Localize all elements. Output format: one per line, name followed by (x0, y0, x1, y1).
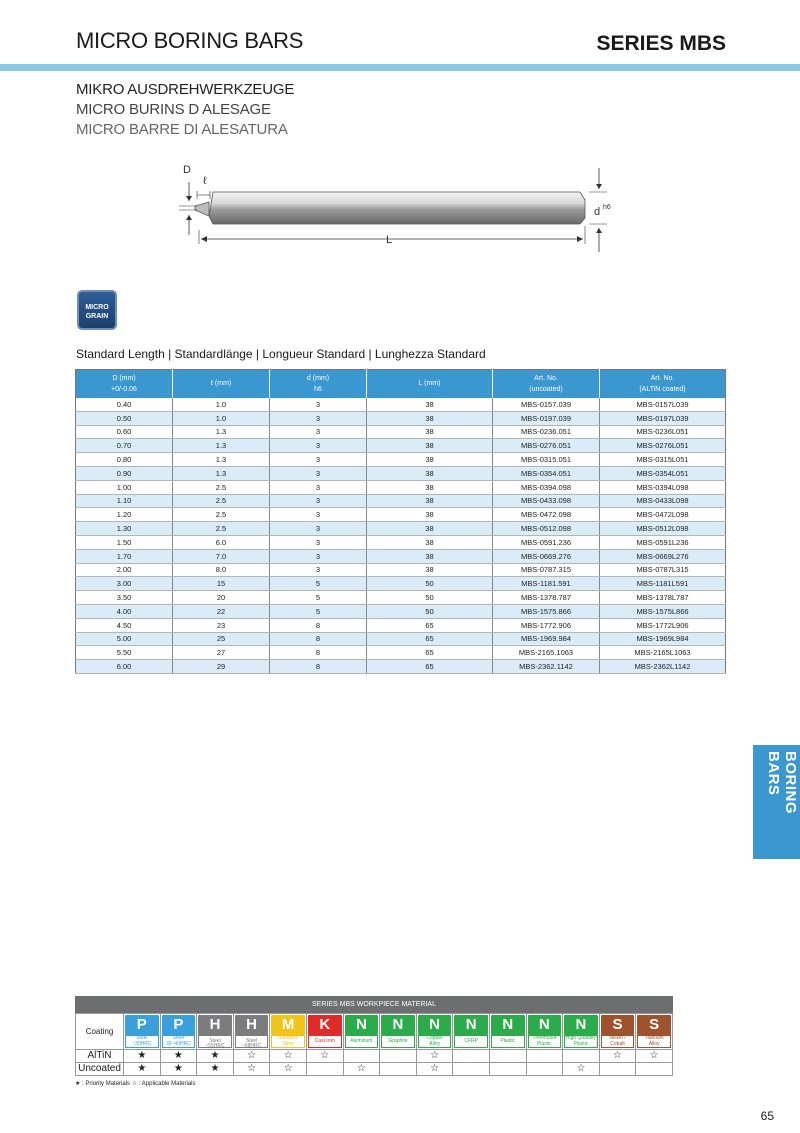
material-box (637, 1015, 671, 1048)
cell-art-uncoated: MBS-1969.984 (493, 632, 600, 646)
cell-L: 65 (367, 660, 493, 674)
cell-d: 3 (270, 535, 367, 549)
cell-L: 50 (367, 591, 493, 605)
material-name (235, 1032, 269, 1050)
material-box (235, 1015, 269, 1048)
material-name-line1: High Quantity (565, 1035, 597, 1041)
material-box (564, 1015, 598, 1048)
cell-d: 3 (270, 480, 367, 494)
rating-legend: ★ : Priority Materials ☆ : Applicable Materials (75, 1081, 196, 1087)
cell-L: 50 (367, 577, 493, 591)
cell-art-altin: MBS-1378L787 (600, 591, 726, 605)
table-header-row (76, 370, 726, 398)
material-cell (453, 1014, 490, 1050)
cell-art-uncoated: MBS-0157.039 (493, 398, 600, 412)
material-letter: S (637, 1015, 671, 1035)
material-name-line1: Nickel / (609, 1035, 626, 1041)
header-cell-art-uncoated: Art. No. (uncoated) (493, 370, 600, 398)
cell-art-uncoated: MBS-0315.051 (493, 453, 600, 467)
material-box (418, 1015, 452, 1048)
material-cell (526, 1014, 563, 1050)
cell-l: 1.3 (173, 439, 270, 453)
cell-art-altin: MBS-0236L051 (600, 425, 726, 439)
table-row (76, 646, 726, 660)
cell-l: 1.0 (173, 398, 270, 412)
material-name-line2: Alloy (648, 1040, 660, 1047)
material-cell (233, 1014, 270, 1050)
material-box (381, 1015, 415, 1048)
material-name-line1: Stainless (278, 1035, 299, 1041)
material-box (162, 1015, 196, 1048)
material-cell (270, 1014, 307, 1050)
workpiece-table (75, 1013, 673, 1076)
grain-line-2: GRAIN (85, 313, 109, 320)
material-cell (563, 1014, 600, 1050)
table-row (76, 480, 726, 494)
material-letter: M (271, 1015, 305, 1035)
page-number: 65 (760, 1109, 774, 1123)
uncoated-rating (526, 1063, 563, 1076)
grain-line-1: MICRO (85, 304, 109, 311)
multilingual-subtitles (76, 80, 294, 140)
cell-d: 3 (270, 453, 367, 467)
cell-L: 38 (367, 535, 493, 549)
cell-art-altin: MBS-0197L039 (600, 411, 726, 425)
cell-art-uncoated: MBS-0669.276 (493, 549, 600, 563)
material-letter: N (418, 1015, 452, 1035)
material-letter: N (528, 1015, 562, 1035)
table-row (76, 660, 726, 674)
material-box (491, 1015, 525, 1048)
altin-rating: ☆ (233, 1050, 270, 1063)
material-cell (489, 1014, 526, 1050)
micro-grain-badge (77, 290, 117, 330)
cell-D: 0.50 (76, 411, 173, 425)
cell-l: 2.5 (173, 480, 270, 494)
altin-row (76, 1050, 673, 1063)
cell-l: 23 (173, 618, 270, 632)
table-row (76, 439, 726, 453)
material-name (345, 1035, 379, 1048)
material-name (601, 1035, 635, 1048)
uncoated-rating (636, 1063, 673, 1076)
material-name-line1: Titanium (644, 1035, 664, 1041)
cell-art-altin: MBS-0512L098 (600, 522, 726, 536)
altin-rating (380, 1050, 417, 1063)
table-body (76, 398, 726, 674)
altin-rating (489, 1050, 526, 1063)
material-name (162, 1035, 196, 1048)
material-cell (599, 1014, 636, 1050)
altin-rating (453, 1050, 490, 1063)
altin-rating: ☆ (416, 1050, 453, 1063)
material-cell (380, 1014, 417, 1050)
material-name-line1: Hardened Steel (240, 1032, 263, 1044)
cell-art-uncoated: MBS-0354.051 (493, 466, 600, 480)
cell-D: 5.50 (76, 646, 173, 660)
cell-l: 20 (173, 591, 270, 605)
table-row (76, 398, 726, 412)
uncoated-rating (489, 1063, 526, 1076)
altin-rating: ★ (197, 1050, 234, 1063)
cell-l: 22 (173, 604, 270, 618)
cell-D: 0.70 (76, 439, 173, 453)
altin-rating (526, 1050, 563, 1063)
table-row (76, 549, 726, 563)
subtitle-french: MICRO BURINS D ALESAGE (76, 101, 271, 118)
cell-l: 2.5 (173, 494, 270, 508)
cell-art-altin: MBS-0315L051 (600, 453, 726, 467)
cell-l: 7.0 (173, 549, 270, 563)
table-row (76, 508, 726, 522)
cell-D: 6.00 (76, 660, 173, 674)
cell-art-altin: MBS-0669L276 (600, 549, 726, 563)
material-box (308, 1015, 342, 1048)
cell-D: 1.30 (76, 522, 173, 536)
cell-D: 1.50 (76, 535, 173, 549)
material-name-line2: 30~40HRC (165, 1040, 191, 1047)
material-letter: N (345, 1015, 379, 1035)
table-row (76, 618, 726, 632)
cell-art-uncoated: MBS-0276.051 (493, 439, 600, 453)
cell-d: 3 (270, 398, 367, 412)
workpiece-title: SERIES MBS WORKPIECE MATERIAL (75, 996, 673, 1013)
table-row (76, 522, 726, 536)
header-cell-L: L (mm) (367, 370, 493, 398)
material-name (564, 1035, 598, 1048)
material-letter: N (454, 1015, 488, 1035)
label-h6: h6 (603, 204, 611, 211)
cell-L: 65 (367, 646, 493, 660)
cell-art-altin: MBS-0157L039 (600, 398, 726, 412)
material-name-line2: Alloy (429, 1040, 440, 1047)
cell-art-altin: MBS-0433L098 (600, 494, 726, 508)
uncoated-rating (453, 1063, 490, 1076)
cell-L: 38 (367, 549, 493, 563)
cell-art-uncoated: MBS-0472.098 (493, 508, 600, 522)
uncoated-rating (306, 1063, 343, 1076)
cell-d: 3 (270, 425, 367, 439)
altin-rating: ☆ (599, 1050, 636, 1063)
cell-art-altin: MBS-0787L315 (600, 563, 726, 577)
material-name (198, 1032, 232, 1050)
altin-rating: ☆ (270, 1050, 307, 1063)
altin-rating: ☆ (636, 1050, 673, 1063)
cell-D: 3.50 (76, 591, 173, 605)
cell-art-uncoated: MBS-0787.315 (493, 563, 600, 577)
material-name (454, 1035, 488, 1048)
material-box (271, 1015, 305, 1048)
cell-D: 1.20 (76, 508, 173, 522)
material-box (601, 1015, 635, 1048)
cell-D: 0.90 (76, 466, 173, 480)
table-caption: Standard Length | Standardlänge | Longueur Standard | Lunghezza Standard (76, 347, 486, 361)
cell-D: 4.50 (76, 618, 173, 632)
material-cell (636, 1014, 673, 1050)
cell-L: 38 (367, 494, 493, 508)
cell-D: 2.00 (76, 563, 173, 577)
material-name (418, 1035, 452, 1048)
table-row (76, 453, 726, 467)
cell-l: 2.5 (173, 508, 270, 522)
cell-L: 50 (367, 604, 493, 618)
uncoated-rating: ★ (160, 1063, 197, 1076)
material-name-line2: Plastic (573, 1040, 589, 1047)
cell-art-uncoated: MBS-0394.098 (493, 480, 600, 494)
cell-d: 3 (270, 563, 367, 577)
cell-L: 38 (367, 522, 493, 536)
material-letter: P (125, 1015, 159, 1035)
uncoated-rating: ☆ (563, 1063, 600, 1076)
material-name (637, 1035, 671, 1048)
material-name-line1: Plastic (500, 1037, 516, 1044)
material-name (491, 1035, 525, 1048)
material-box (198, 1015, 232, 1048)
cell-art-altin: MBS-1772L906 (600, 618, 726, 632)
dimensions-table (75, 369, 726, 674)
cell-L: 38 (367, 508, 493, 522)
cell-L: 38 (367, 480, 493, 494)
material-letter: P (162, 1015, 196, 1035)
material-name-line2: ~30HRC (132, 1040, 152, 1047)
cell-l: 15 (173, 577, 270, 591)
table-row (76, 604, 726, 618)
material-letter: N (564, 1015, 598, 1035)
cell-D: 4.00 (76, 604, 173, 618)
material-name (528, 1035, 562, 1048)
material-letter: S (601, 1015, 635, 1035)
material-box (125, 1015, 159, 1048)
cell-art-altin: MBS-0472L098 (600, 508, 726, 522)
cell-art-uncoated: MBS-0591.236 (493, 535, 600, 549)
cell-d: 5 (270, 577, 367, 591)
material-name-line2: Plastic (536, 1040, 552, 1047)
altin-rating: ★ (160, 1050, 197, 1063)
workpiece-material-panel (75, 996, 673, 1076)
coating-label: Coating (76, 1014, 124, 1050)
material-name (271, 1035, 305, 1048)
material-name-line2: ~68HRC (241, 1043, 262, 1050)
cell-d: 3 (270, 522, 367, 536)
cell-D: 3.00 (76, 577, 173, 591)
cell-L: 38 (367, 439, 493, 453)
cell-d: 3 (270, 508, 367, 522)
table-row (76, 466, 726, 480)
cell-D: 0.40 (76, 398, 173, 412)
cell-L: 38 (367, 466, 493, 480)
cell-d: 8 (270, 660, 367, 674)
cell-D: 5.00 (76, 632, 173, 646)
header-cell-d: d (mm) h6 (270, 370, 367, 398)
material-box (454, 1015, 488, 1048)
cell-D: 1.70 (76, 549, 173, 563)
material-name (381, 1035, 415, 1048)
table-row (76, 494, 726, 508)
cell-art-altin: MBS-0591L236 (600, 535, 726, 549)
cell-art-altin: MBS-2362L1142 (600, 660, 726, 674)
material-name (308, 1035, 342, 1048)
label-l: ℓ (203, 175, 207, 187)
cell-art-uncoated: MBS-0236.051 (493, 425, 600, 439)
table-row (76, 425, 726, 439)
cell-art-uncoated: MBS-0197.039 (493, 411, 600, 425)
cell-L: 65 (367, 632, 493, 646)
cell-art-altin: MBS-1575L866 (600, 604, 726, 618)
altin-rating (343, 1050, 380, 1063)
page-header (0, 0, 800, 62)
cell-L: 38 (367, 425, 493, 439)
label-d: d (594, 206, 601, 218)
header-rule (0, 64, 800, 71)
material-cell (124, 1014, 161, 1050)
material-cell (306, 1014, 343, 1050)
table-row (76, 563, 726, 577)
cell-l: 25 (173, 632, 270, 646)
cell-l: 1.3 (173, 453, 270, 467)
altin-rating (563, 1050, 600, 1063)
cell-art-altin: MBS-2165L1063 (600, 646, 726, 660)
material-cell (343, 1014, 380, 1050)
page-title: MICRO BORING BARS (76, 28, 304, 53)
tool-tip (195, 202, 209, 216)
cell-l: 8.0 (173, 563, 270, 577)
material-name-line1: Steel (172, 1035, 185, 1041)
cell-art-uncoated: MBS-2362.1142 (493, 660, 600, 674)
section-tab-label: BORING BARS (765, 751, 799, 814)
uncoated-rating: ★ (197, 1063, 234, 1076)
uncoated-rating: ☆ (343, 1063, 380, 1076)
altin-rating: ★ (124, 1050, 161, 1063)
cell-art-uncoated: MBS-1378.787 (493, 591, 600, 605)
cell-d: 5 (270, 591, 367, 605)
material-name-line2: ~55HRC (205, 1043, 225, 1050)
cell-art-uncoated: MBS-2165.1063 (493, 646, 600, 660)
cell-art-uncoated: MBS-0433.098 (493, 494, 600, 508)
cell-art-altin: MBS-0354L051 (600, 466, 726, 480)
material-name (125, 1035, 159, 1048)
cell-l: 29 (173, 660, 270, 674)
uncoated-rating: ☆ (416, 1063, 453, 1076)
cell-d: 3 (270, 466, 367, 480)
material-cell (197, 1014, 234, 1050)
cell-d: 8 (270, 632, 367, 646)
uncoated-rating (380, 1063, 417, 1076)
cell-art-altin: MBS-1181L591 (600, 577, 726, 591)
header-cell-l: ℓ (mm) (173, 370, 270, 398)
altin-label: AlTiN (76, 1050, 124, 1063)
cell-art-altin: MBS-0276L051 (600, 439, 726, 453)
material-box (345, 1015, 379, 1048)
material-name-line1: Copper (426, 1035, 443, 1041)
cell-d: 3 (270, 439, 367, 453)
material-name-line1: Cast Iron (314, 1037, 335, 1044)
label-L: L (386, 234, 393, 246)
cell-d: 8 (270, 646, 367, 660)
cell-D: 0.60 (76, 425, 173, 439)
table-row (76, 535, 726, 549)
cell-L: 38 (367, 453, 493, 467)
header-cell-art-altin: Art. No. (ALTiN coated) (600, 370, 726, 398)
uncoated-rating: ★ (124, 1063, 161, 1076)
cell-L: 65 (367, 618, 493, 632)
boring-bar-drawing (175, 160, 620, 260)
tool-shank (209, 192, 585, 224)
altin-rating: ☆ (306, 1050, 343, 1063)
uncoated-rating: ☆ (233, 1063, 270, 1076)
material-name-line1: Hardened Steel (204, 1032, 226, 1044)
cell-l: 6.0 (173, 535, 270, 549)
table-row (76, 411, 726, 425)
material-name-line1: CFRP (464, 1037, 478, 1044)
material-letter: N (381, 1015, 415, 1035)
series-title: SERIES MBS (596, 32, 726, 55)
material-cell (416, 1014, 453, 1050)
cell-L: 38 (367, 398, 493, 412)
material-name-line1: Steel (136, 1035, 148, 1041)
cell-art-uncoated: MBS-1181.591 (493, 577, 600, 591)
subtitle-italian: MICRO BARRE DI ALESATURA (76, 121, 288, 138)
cell-l: 1.0 (173, 411, 270, 425)
uncoated-row (76, 1063, 673, 1076)
table-row (76, 632, 726, 646)
material-letter: K (308, 1015, 342, 1035)
cell-art-altin: MBS-0394L098 (600, 480, 726, 494)
material-letter: H (235, 1015, 269, 1035)
material-name-line2: Cobalt (610, 1040, 625, 1047)
cell-l: 2.5 (173, 522, 270, 536)
material-cell (160, 1014, 197, 1050)
material-name-line1: Aluminum (350, 1037, 373, 1044)
cell-art-uncoated: MBS-1772.906 (493, 618, 600, 632)
material-name-line1: Thermoset (532, 1035, 557, 1041)
cell-D: 1.00 (76, 480, 173, 494)
cell-L: 38 (367, 563, 493, 577)
label-D: D (183, 164, 191, 176)
header-cell-D: D (mm) +0/-0.06 (76, 370, 173, 398)
uncoated-label: Uncoated (76, 1063, 124, 1076)
cell-d: 5 (270, 604, 367, 618)
uncoated-rating (599, 1063, 636, 1076)
material-letter: N (491, 1015, 525, 1035)
cell-D: 0.80 (76, 453, 173, 467)
cell-d: 3 (270, 549, 367, 563)
cell-art-uncoated: MBS-0512.098 (493, 522, 600, 536)
table-row (76, 591, 726, 605)
cell-L: 38 (367, 411, 493, 425)
uncoated-rating: ☆ (270, 1063, 307, 1076)
cell-d: 3 (270, 494, 367, 508)
cell-art-uncoated: MBS-1575.866 (493, 604, 600, 618)
material-box (528, 1015, 562, 1048)
cell-l: 1.3 (173, 425, 270, 439)
material-name-line2: Steel (282, 1040, 294, 1047)
section-tab (753, 745, 800, 859)
material-row (76, 1014, 673, 1050)
cell-d: 3 (270, 411, 367, 425)
table-row (76, 577, 726, 591)
cell-d: 8 (270, 618, 367, 632)
material-letter: H (198, 1015, 232, 1035)
material-name-line1: Graphite (388, 1037, 408, 1044)
cell-l: 27 (173, 646, 270, 660)
cell-art-altin: MBS-1969L984 (600, 632, 726, 646)
cell-l: 1.3 (173, 466, 270, 480)
cell-D: 1.10 (76, 494, 173, 508)
subtitle-german: MIKRO AUSDREHWERKZEUGE (76, 81, 295, 98)
